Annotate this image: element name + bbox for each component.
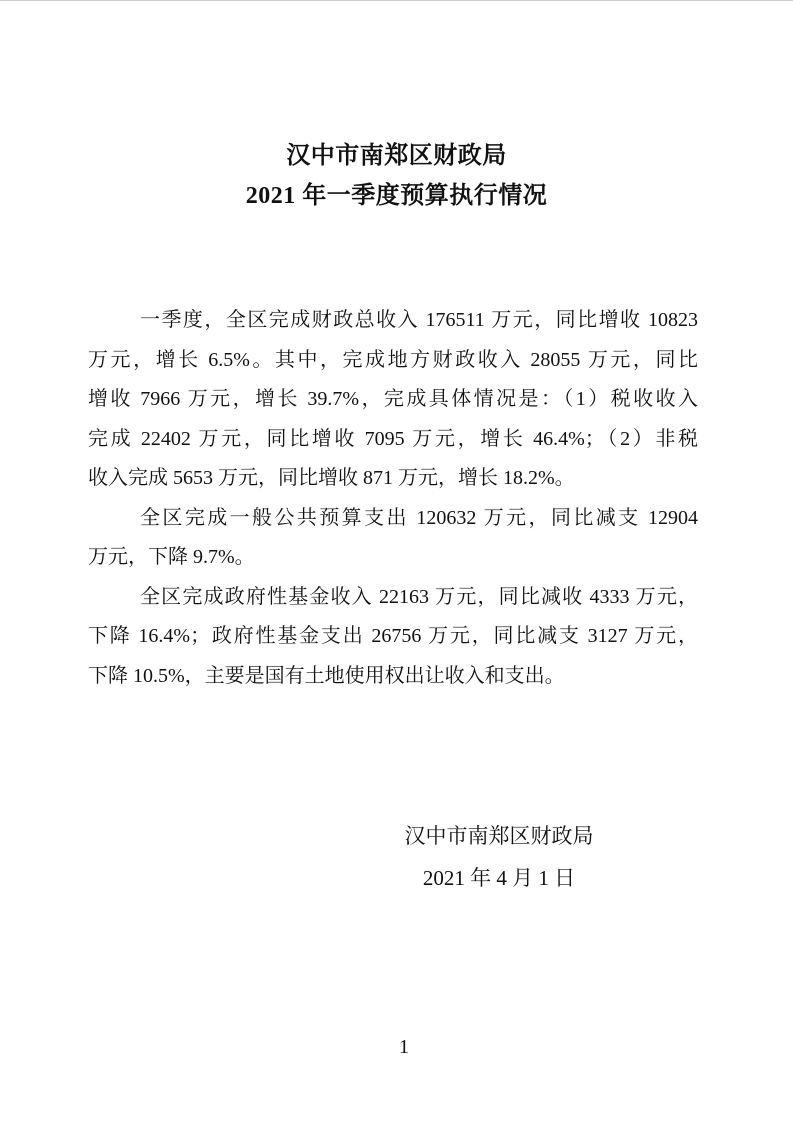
body-line: 收入完成 5653 万元，同比增收 871 万元，增长 18.2%。	[88, 467, 575, 489]
body-line: 下降 16.4%；政府性基金支出 26756 万元，同比减支 3127 万元，	[88, 625, 698, 647]
body-line: 全区完成政府性基金收入 22163 万元，同比减收 4333 万元，	[140, 585, 698, 608]
document-header	[0, 136, 793, 216]
body-line: 全区完成一般公共预算支出 120632 万元，同比减支 12904	[140, 506, 698, 529]
scan-edge-artifact	[0, 0, 793, 1]
signature-date: 2021 年 4 月 1 日	[422, 866, 576, 890]
paragraph-3	[88, 578, 698, 697]
document-title: 汉中市南郑区财政局	[286, 143, 507, 169]
paragraph-2	[88, 499, 698, 578]
signature-org: 汉中市南郑区财政局	[404, 824, 594, 848]
page-number: 1	[399, 1036, 409, 1058]
body-line: 万元，增长 6.5%。其中，完成地方财政收入 28055 万元，同比	[88, 348, 698, 371]
body-line: 下降 10.5%，主要是国有土地使用权出让收入和支出。	[88, 664, 565, 687]
body-line: 增收 7966 万元，增长 39.7%，完成具体情况是：（1）税收收入	[88, 388, 698, 410]
body-line: 一季度，全区完成财政总收入 176511 万元，同比增收 10823	[140, 309, 698, 331]
body-line: 完成 22402 万元，同比增收 7095 万元，增长 46.4%；（2）非税	[88, 427, 698, 450]
paragraph-1	[88, 301, 698, 499]
signature-block	[405, 815, 594, 899]
body-line: 万元，下降 9.7%。	[88, 546, 255, 568]
document-body	[88, 301, 698, 696]
document-subtitle: 2021 年一季度预算执行情况	[245, 183, 548, 209]
